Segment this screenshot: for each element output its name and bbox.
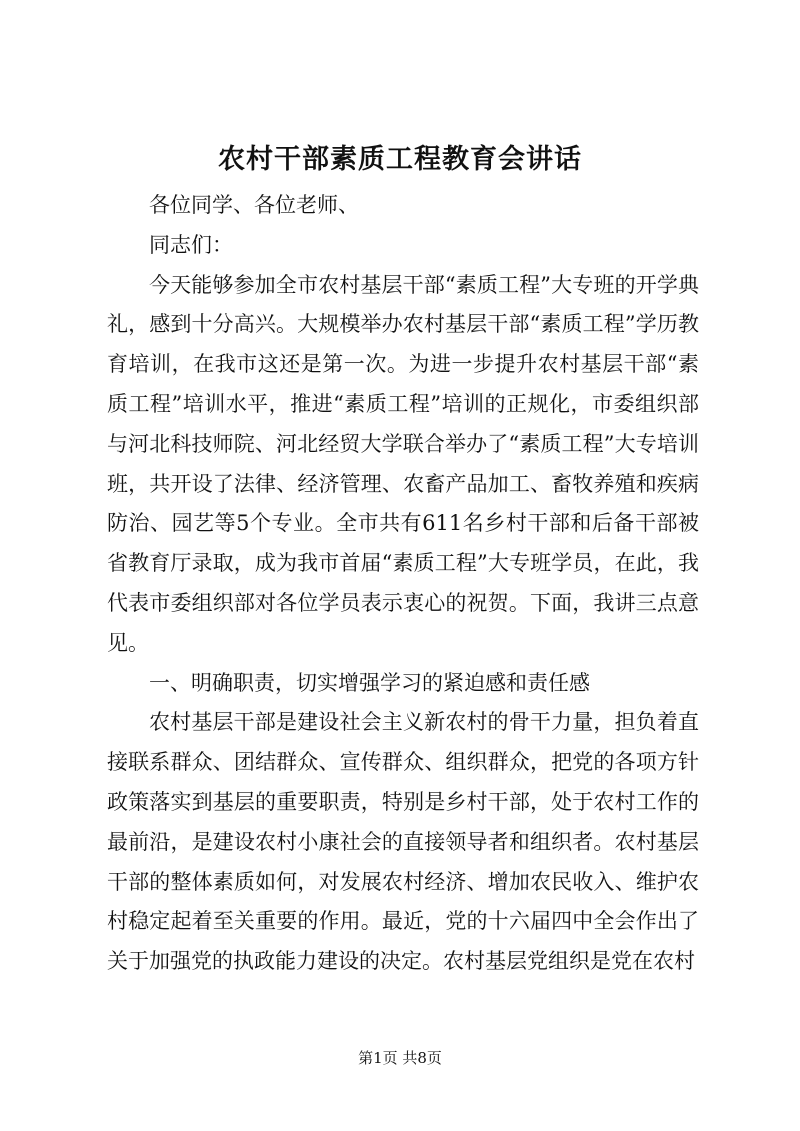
body-paragraph-opening: 今天能够参加全市农村基层干部“素质工程”大专班的开学典礼，感到十分高兴。大规模举办农村基层干部“素质工程”学历教育培训，在我市这还是第一次。为进一步提升农村基层干部“素质工程”培训水平，推进“素质工程”培训的正规化，市委组织部与河北科技师院、河北经贸大学联合举办了“素质工程”大专培训班，共开设了法律、经济管理、农畜产品加工、畜牧养殖和疾病防治、园艺等5个专业。全市共有611名乡村干部和后备干部被省教育厅录取，成为我市首届“素质工程”大专班学员，在此，我代表市委组织部对各位学员表示衷心的祝贺。下面，我讲三点意见。 <box>107 272 699 655</box>
document-body <box>107 186 699 982</box>
salutation-line-2: 同志们： <box>149 232 233 257</box>
page-footer: 第1页 共8页 <box>358 1049 442 1067</box>
body-paragraph-section-1: 农村基层干部是建设社会主义新农村的骨干力量，担负着直接联系群众、团结群众、宣传群众、组织群众，把党的各项方针政策落实到基层的重要职责，特别是乡村干部，处于农村工作的最前沿，是建设农村小康社会的直接领导者和组织者。农村基层干部的整体素质如何，对发展农村经济、增加农民收入、维护农村稳定起着至关重要的作用。最近，党的十六届四中全会作出了关于加强党的执政能力建设的决定。农村基层党组织是党在农村 <box>107 710 699 974</box>
page-title: 农村干部素质工程教育会讲话 <box>218 144 582 175</box>
section-heading-1: 一、明确职责，切实增强学习的紧迫感和责任感 <box>149 670 590 695</box>
salutation-line-1: 各位同学、各位老师、 <box>149 193 359 217</box>
